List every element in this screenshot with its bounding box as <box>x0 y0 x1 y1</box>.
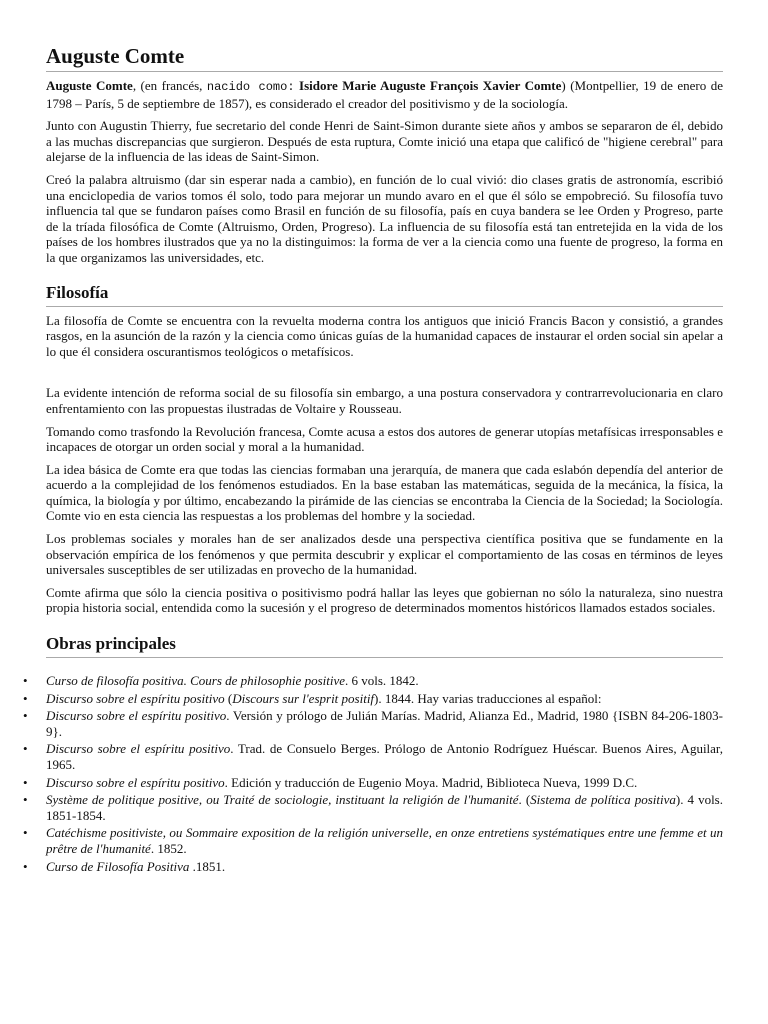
work-details: . 1852. <box>150 840 187 856</box>
list-item <box>23 792 723 823</box>
list-item <box>23 825 723 856</box>
work-details: .1851. <box>189 858 226 874</box>
work-title: Discurso sobre el espíritu positivo <box>46 708 227 724</box>
work-separator: ( <box>224 690 233 706</box>
intro-name: Auguste Comte <box>46 78 133 93</box>
work-details: ). 4 vols. 1851-1854. <box>46 792 723 823</box>
bullet-icon: • <box>23 774 28 790</box>
intro-paragraph <box>46 78 723 111</box>
document-page <box>23 0 723 874</box>
list-item <box>23 858 723 875</box>
list-item <box>23 774 723 791</box>
work-details: . Versión y prólogo de Julián Marías. Madrid, Alianza Ed., Madrid, 1980 {ISBN 84-206-1803-9}. <box>46 708 723 739</box>
intro-born-as: nacido como: <box>206 80 295 94</box>
bullet-icon: • <box>23 708 28 724</box>
work-details: . Edición y traducción de Eugenio Moya. Madrid, Biblioteca Nueva, 1999 D.C. <box>224 774 638 790</box>
bullet-icon: • <box>23 690 28 706</box>
work-title: Catéchisme positiviste, ou Sommaire exposition de la religión universelle, en onze entretiens systématiques entre une femme et un prêtre de l'humanité <box>46 825 723 856</box>
list-item <box>23 741 723 772</box>
work-title-original: Discours sur l'esprit positif <box>232 690 375 706</box>
bullet-icon: • <box>23 673 28 689</box>
filosofia-paragraph: Comte afirma que sólo la ciencia positiva o positivismo podrá hallar las leyes que gobiernan no sólo la naturaleza, sino nuestra propia historia social, entendida como la sucesión y el progreso de determinados momentos históricos llamados estados sociales. <box>46 584 723 616</box>
intro-full-name: Isidore Marie Auguste François Xavier Comte <box>294 78 562 93</box>
heading-obras: Obras principales <box>46 634 723 658</box>
page-title: Auguste Comte <box>46 44 723 72</box>
list-item <box>23 673 723 689</box>
paragraph-thierry: Junto con Augustin Thierry, fue secretario del conde Henri de Saint-Simon durante siete años y ambos se separaron de él, debido a las muchas discrepancias que surgieron. Después de esta ruptura, Comte inició una etapa que calificó de "higiene cerebral" para alejarse de la influencia de las ideas de Saint-Simon. <box>46 118 723 165</box>
filosofia-paragraph: La idea básica de Comte era que todas las ciencias formaban una jerarquía, de manera que cada eslabón dependía del anterior de acuerdo a la complejidad de los fenómenos estudiados. En la base estaban las matemáticas, seguida de la mecánica, la física, la química, la biología y por último, encabezando la pirámide de las ciencias se encontraba la Ciencia de la Sociedad; la Sociología. Comte vio en esta ciencia las respuestas a los problemas del hombre y la sociedad. <box>46 461 723 524</box>
bullet-icon: • <box>23 741 28 757</box>
paragraph-altruismo: Creó la palabra altruismo (dar sin esperar nada a cambio), en función de lo cual vivió: dio clases gratis de astronomía, escribió una enciclopedia de varios tomos él solo, todo para mejorar un mundo avaro en el que él sólo se empobreció. Su filosofía tuvo influencia tal que se fundaron países como Brasil en función de su filosofía, país en cuya bandera se lee Orden y Progreso, parte de la tríada filosófica de Comte (Altruismo, Orden, Progreso). La influencia de su filosofía está tan entretejida en la vida de los países de los hombres ilustrados que ya no la distinguimos: la forma de ver a la ciencia como una fuente de progreso, la forma en la que organizamos las universidades, etc. <box>46 171 723 265</box>
bullet-icon: • <box>23 792 28 808</box>
filosofia-paragraph: La filosofía de Comte se encuentra con la revuelta moderna contra los antiguos que inició Francis Bacon y consistió, a grandes rasgos, en la asunción de la razón y la ciencia como únicas guías de la humanidad capaces de instaurar el orden social sin apelar a lo que él considera oscurantismos teológicos o metafísicos. <box>46 312 723 359</box>
work-separator: . ( <box>518 792 531 808</box>
filosofia-paragraph: La evidente intención de reforma social de su filosofía sin embargo, a una postura conservadora y contrarrevolucionaria en claro enfrentamiento con las propuestas ilustradas de Voltaire y Rousseau. <box>46 385 723 416</box>
work-details: . Trad. de Consuelo Berges. Prólogo de Antonio Rodríguez Huéscar. Buenos Aires, Aguilar, 1965. <box>46 741 723 772</box>
filosofia-paragraph: Tomando como trasfondo la Revolución francesa, Comte acusa a estos dos autores de generar utopías metafísicas irresponsables e incapaces de otorgar un orden social y moral a la humanidad. <box>46 423 723 455</box>
work-title: Curso de filosofía positiva. Cours de philosophie positive <box>46 673 345 689</box>
work-title: Curso de Filosofía Positiva <box>46 858 190 874</box>
work-details: ). 1844. Hay varias traducciones al español: <box>374 690 602 706</box>
filosofia-paragraph: Los problemas sociales y morales han de ser analizados desde una perspectiva científica positiva que se fundamente en la observación empírica de los fenómenos y que permita descubrir y explicar el comportamiento de las cosas en términos de leyes universales susceptibles de ser utilizadas en provecho de la humanidad. <box>46 531 723 578</box>
list-item <box>23 708 723 739</box>
work-title: Discurso sobre el espíritu positivo <box>46 690 225 706</box>
work-title: Discurso sobre el espíritu positivo <box>46 741 231 757</box>
intro-rest: ) (Montpellier, 19 de enero de 1798 – París, 5 de septiembre de 1857), es considerado el creador del positivismo y de la sociología. <box>46 78 723 111</box>
intro-lang-note: , (en francés, <box>132 78 207 93</box>
list-item <box>23 690 723 707</box>
work-title-translation: Sistema de política positiva <box>530 792 676 808</box>
work-title: Discurso sobre el espíritu positivo <box>46 774 225 790</box>
obras-list <box>23 673 723 874</box>
work-title: Système de politique positive, ou Traité de sociologie, instituant la religión de l'humanité <box>46 792 519 808</box>
work-details: . 6 vols. 1842. <box>345 673 419 689</box>
bullet-icon: • <box>23 858 28 874</box>
bullet-icon: • <box>23 825 28 841</box>
heading-filosofia: Filosofía <box>46 283 723 307</box>
